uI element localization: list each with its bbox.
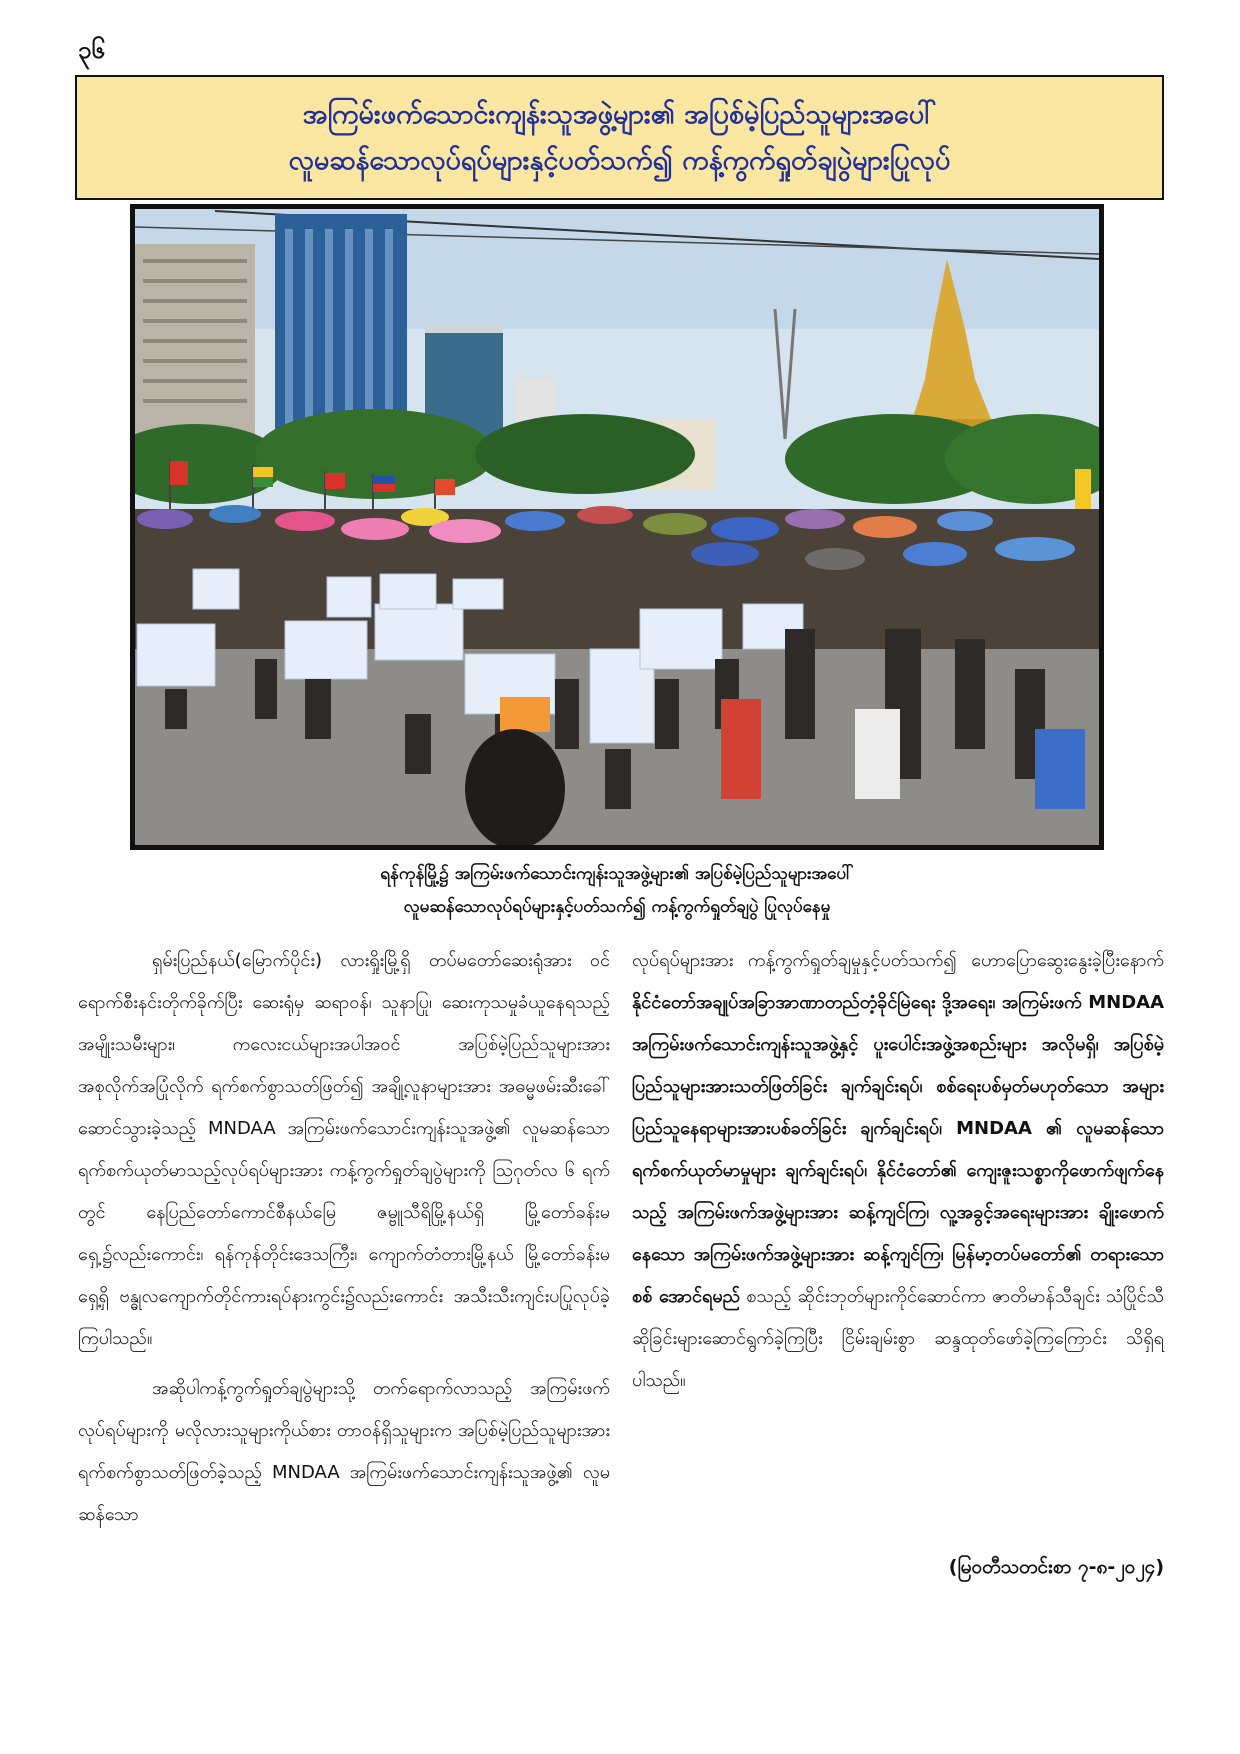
article-column-right [632, 940, 1164, 1410]
news-photo [130, 204, 1104, 850]
paragraph-3-intro: လုပ်ရပ်များအား ကန့်ကွက်ရှုတ်ချမှုနှင့်ပတ်သက်၍ ဟောပြောဆွေးနွေးခဲ့ပြီးနောက် [632, 950, 1164, 971]
photo-caption [130, 858, 1104, 924]
caption-line-1: ရန်ကုန်မြို့၌ အကြမ်းဖက်သောင်းကျန်းသူအဖွဲ့များ၏ အပြစ်မဲ့ပြည်သူများအပေါ် [380, 864, 854, 884]
paragraph-2: အဆိုပါကန့်ကွက်ရှုတ်ချပွဲများသို့ တက်ရောက်လာသည့် အကြမ်းဖက်လုပ်ရပ်များကို မလိုလားသူများကိုယ်စား တာဝန်ရှိသူများက အပြစ်မဲ့ပြည်သူများအား ရက်စက်စွာသတ်ဖြတ်ခဲ့သည့် MNDAA အကြမ်းဖက်သောင်းကျန်းသူအဖွဲ့၏ လူမဆန်သော [78, 1378, 610, 1525]
page-number: ၃၆ [78, 36, 105, 64]
caption-line-2: လူမဆန်သောလုပ်ရပ်များနှင့်ပတ်သက်၍ ကန့်ကွက်ရှုတ်ချပွဲ ပြုလုပ်နေမှု [403, 897, 831, 917]
headline-line-1: အကြမ်းဖက်သောင်းကျန်းသူအဖွဲ့များ၏ အပြစ်မဲ့ပြည်သူများအပေါ် [302, 98, 937, 130]
headline-line-2: လူမဆန်သောလုပ်ရပ်များနှင့်ပတ်သက်၍ ကန့်ကွက်ရှုတ်ချပွဲများပြုလုပ် [288, 144, 951, 176]
protest-photo [135, 209, 1099, 845]
paragraph-3 [632, 940, 1164, 1402]
paragraph-1: ရှမ်းပြည်နယ်(မြောက်ပိုင်း) လားရှိုးမြို့ရှိ တပ်မတော်ဆေးရုံအား ဝင်ရောက်စီးနင်းတိုက်ခိုက်ပြီး ဆေးရုံမှ ဆရာဝန်၊ သူနာပြု၊ ဆေးကုသမှုခံယူနေရသည့် အမျိုးသမီးများ၊ ကလေးငယ်များအပါအဝင် အပြစ်မဲ့ပြည်သူများအား အစုလိုက်အပြုံလိုက် ရက်စက်စွာသတ်ဖြတ်၍ အချို့လူနာများအား အဓမ္မဖမ်းဆီးခေါ်ဆောင်သွားခဲ့သည့် MNDAA အကြမ်းဖက်သောင်းကျန်းသူအဖွဲ့၏ လူမဆန်သောရက်စက်ယုတ်မာသည့်လုပ်ရပ်များအား ကန့်ကွက်ရှုတ်ချပွဲများကို ဩဂုတ်လ ၆ ရက်တွင် နေပြည်တော်ကောင်စီနယ်မြေ ဇမ္ဗူသီရိမြို့နယ်ရှိ မြို့တော်ခန်းမရှေ့၌လည်းကောင်း၊ ရန်ကုန်တိုင်းဒေသကြီး၊ ကျောက်တံတားမြို့နယ် မြို့တော်ခန်းမရှေ့ရှိ ဗန္ဓုလကျောက်တိုင်ကားရပ်နားကွင်း၌လည်းကောင်း အသီးသီးကျင်းပပြုလုပ်ခဲ့ကြပါသည်။ [78, 950, 610, 1349]
article-column-left [78, 940, 610, 1544]
headline-box [75, 75, 1164, 200]
source-credit: (မြဝတီသတင်းစာ ၇-၈-၂၀၂၄) [948, 1556, 1164, 1578]
paragraph-3-tail: စသည့် ဆိုင်းဘုတ်များကိုင်ဆောင်ကာ ဇာတိမာန်သီချင်း သံပြိုင်သီဆိုခြင်းများဆောင်ရွက်ခဲ့ကြပြီး ငြိမ်းချမ်းစွာ ဆန္ဒထုတ်ဖော်ခဲ့ကြကြောင်း သိရှိရပါသည်။ [632, 1286, 1164, 1391]
slogans-text: နိုင်ငံတော်အချုပ်အခြာအာဏာတည်တံ့ခိုင်မြဲရေး ဒို့အရေး၊ အကြမ်းဖက် MNDAA အကြမ်းဖက်သောင်းကျန်းသူအဖွဲ့နှင့် ပူးပေါင်းအဖွဲ့အစည်းများ အလိုမရှိ၊ အပြစ်မဲ့ပြည်သူများအားသတ်ဖြတ်ခြင်း ချက်ချင်းရပ်၊ စစ်ရေးပစ်မှတ်မဟုတ်သော အများပြည်သူနေရာများအားပစ်ခတ်ခြင်း ချက်ချင်းရပ်၊ MNDAA ၏ လူမဆန်သော ရက်စက်ယုတ်မာမှုများ ချက်ချင်းရပ်၊ နိုင်ငံတော်၏ ကျေးဇူးသစ္စာကိုဖောက်ဖျက်နေသည့် အကြမ်းဖက်အဖွဲ့များအား ဆန့်ကျင်ကြ၊ လူ့အခွင့်အရေးများအား ချိုးဖောက်နေသော အကြမ်းဖက်အဖွဲ့များအား ဆန့်ကျင်ကြ၊ မြန်မာ့တပ်မတော်၏ တရားသောစစ် အောင်ရမည် [632, 992, 1164, 1307]
